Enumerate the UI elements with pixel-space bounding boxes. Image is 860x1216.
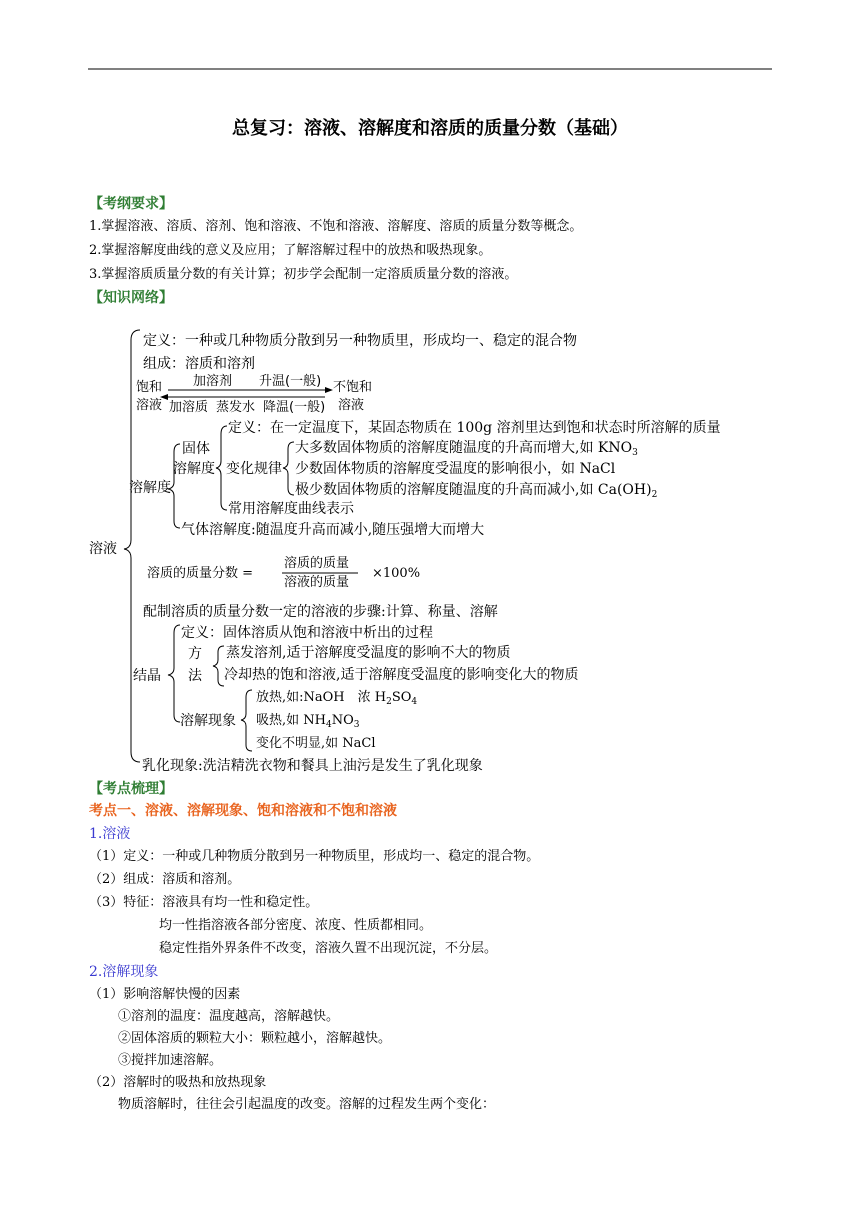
prepare-steps: 配制溶质的质量分数一定的溶液的步骤:计算、称量、溶解 <box>143 604 498 620</box>
solid-label: 固体 <box>182 441 210 457</box>
review-heading: 【考点梳理】 <box>89 781 173 797</box>
text-line: ②固体溶质的颗粒大小：颗粒越小，溶解越快。 <box>118 1031 392 1046</box>
gas-solubility: 气体溶解度:随温度升高而减小,随压强增大而增大 <box>181 522 485 538</box>
heat-absorb: 吸热,如 $NH_4NO_3$ <box>256 713 360 730</box>
exam-item: 2.掌握溶解度曲线的意义及应用；了解溶解过程中的放热和吸热现象。 <box>89 243 492 258</box>
rule-item: 极少数固体物质的溶解度随温度的升高而减小,如 $Ca(OH)_2$ <box>295 482 658 500</box>
text-line: 均一性指溶液各部分密度、浓度、性质都相同。 <box>159 918 433 933</box>
add-solvent-label: 加溶剂 <box>193 374 233 389</box>
no-change: 变化不明显,如 NaCl <box>256 736 376 751</box>
text-line: （2）溶解时的吸热和放热现象 <box>89 1075 267 1090</box>
network-heading: 【知识网络】 <box>89 290 173 306</box>
add-solute-label: 加溶质 <box>169 400 209 415</box>
rule-item: 大多数固体物质的溶解度随温度的升高而增大,如 $KNO_3$ <box>295 440 638 458</box>
raise-temp-label: 升温(一般) <box>259 374 322 389</box>
network-definition: 定义：一种或几种物质分散到另一种物质里，形成均一、稳定的混合物 <box>143 333 577 349</box>
text-line: ①溶剂的温度：温度越高，溶解越快。 <box>118 1009 340 1024</box>
method-label: 方 <box>188 646 202 662</box>
method-label: 法 <box>188 668 202 684</box>
section-title: 1.溶液 <box>89 826 131 842</box>
emulsification: 乳化现象:洗洁精洗衣物和餐具上油污是发生了乳化现象 <box>142 758 483 774</box>
text-line: （3）特征：溶液具有均一性和稳定性。 <box>89 895 319 910</box>
text-line: （2）组成：溶质和溶剂。 <box>89 872 241 887</box>
exam-item: 1.掌握溶液、溶质、溶剂、饱和溶液、不饱和溶液、溶解度、溶质的质量分数等概念。 <box>89 219 583 234</box>
text-line: 稳定性指外界条件不改变，溶液久置不出现沉淀，不分层。 <box>159 941 498 956</box>
network-root: 溶液 <box>89 541 117 557</box>
cooling-method: 冷却热的饱和溶液,适于溶解度受温度的影响变化大的物质 <box>224 667 579 683</box>
evaporation-method: 蒸发溶剂,适于溶解度受温度的影响不大的物质 <box>226 645 511 661</box>
text-line: （1）定义：一种或几种物质分散到另一种物质里，形成均一、稳定的混合物。 <box>89 849 540 864</box>
solid-solubility-label: 溶解度 <box>173 461 215 477</box>
unsaturated-label: 不饱和 <box>333 380 373 395</box>
saturated-label: 饱和 <box>136 380 163 395</box>
cryst-definition: 定义：固体溶质从饱和溶液中析出的过程 <box>181 625 433 641</box>
heat-release: 放热,如:NaOH 浓 $H_2SO_4$ <box>256 690 418 707</box>
rule-item: 少数固体物质的溶解度受温度的影响很小，如 NaCl <box>295 461 616 477</box>
text-line: ③搅拌加速溶解。 <box>118 1053 223 1068</box>
cryst-label: 结晶 <box>133 668 161 684</box>
text-line: 物质溶解时，往往会引起温度的改变。溶解的过程发生两个变化： <box>118 1097 496 1112</box>
fraction-label: 溶质的质量分数 = <box>147 566 254 581</box>
solubility-label: 溶解度 <box>129 480 171 496</box>
exam-item: 3.掌握溶质质量分数的有关计算；初步学会配制一定溶质质量分数的溶液。 <box>89 267 518 282</box>
fraction-numerator: 溶质的质量 <box>284 556 350 571</box>
network-composition: 组成：溶质和溶剂 <box>143 356 255 372</box>
solid-definition: 定义：在一定温度下，某固态物质在 100g 溶剂里达到饱和状态时所溶解的质量 <box>228 420 721 436</box>
exam-heading: 【考纲要求】 <box>89 196 173 212</box>
lower-temp-label: 降温(一般) <box>263 400 326 415</box>
point-heading: 考点一、溶液、溶解现象、饱和溶液和不饱和溶液 <box>89 803 397 819</box>
rule-label: 变化规律 <box>226 461 282 477</box>
saturated-solution-label: 溶液 <box>136 398 163 413</box>
evaporate-label: 蒸发水 <box>216 400 256 415</box>
fraction-times: ×100% <box>372 566 421 581</box>
section-title: 2.溶解现象 <box>89 964 159 980</box>
curve-note: 常用溶解度曲线表示 <box>228 501 354 517</box>
fraction-denominator: 溶液的质量 <box>284 575 350 590</box>
phenomenon-label: 溶解现象 <box>180 713 236 729</box>
unsaturated-solution-label: 溶液 <box>338 398 365 413</box>
text-line: （1）影响溶解快慢的因素 <box>89 987 241 1002</box>
page-title: 总复习：溶液、溶解度和溶质的质量分数（基础） <box>232 118 628 139</box>
